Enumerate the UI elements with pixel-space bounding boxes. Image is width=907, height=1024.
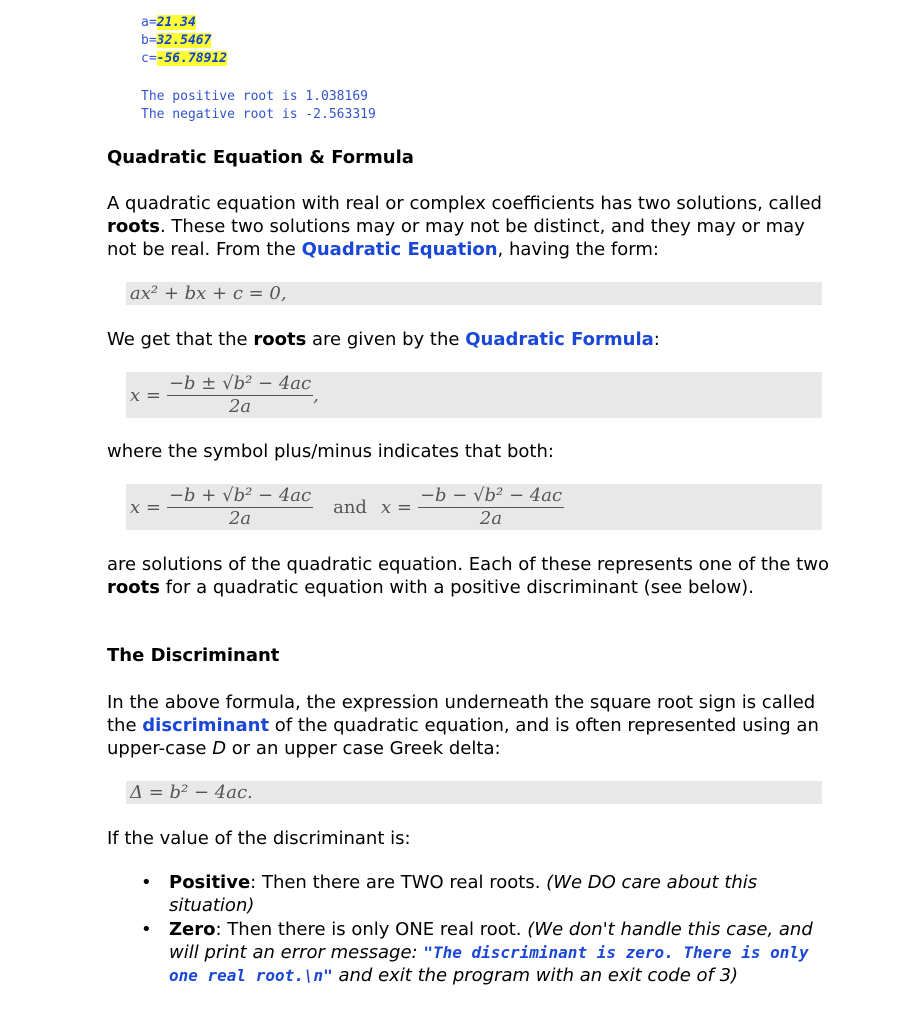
- paragraph-discriminant: In the above formula, the expression underneath the square root sign is called the discriminant of the quadratic equation, and is often represented using an upper-case D or an upper case Greek delta:: [107, 692, 819, 759]
- bullet-icon: •: [141, 872, 152, 893]
- delta-equation: Δ = b² − 4ac.: [126, 781, 822, 804]
- minus-root-fraction: $\frac{\text{−b − √b² − 4ac}}{2a}$: [419, 484, 563, 529]
- both-roots-formula: x = $\frac{\text{−b + √b² − 4ac}}{2a}$ and x = $\frac{\text{−b − √b² − 4ac}}{2a}$: [126, 484, 822, 530]
- heading-quadratic: Quadratic Equation & Formula: [107, 147, 414, 168]
- paragraph-intro: A quadratic equation with real or complex coefficients has two solutions, called roots. These two solutions may or may not be distinct, and they may or may not be real. From the Quadratic Equation, having the form:: [107, 193, 822, 260]
- link-quadratic-equation[interactable]: Quadratic Equation: [301, 239, 498, 260]
- paragraph-solutions: are solutions of the quadratic equation. Each of these represents one of the two roots for a quadratic equation with a positive discriminant (see below).: [107, 554, 829, 598]
- link-discriminant[interactable]: discriminant: [142, 715, 270, 736]
- link-quadratic-formula[interactable]: Quadratic Formula: [465, 329, 654, 350]
- input-a: a=21.34: [141, 15, 196, 30]
- cases-list: [107, 871, 837, 988]
- section-discriminant: [107, 645, 837, 667]
- program-output: [141, 14, 227, 68]
- paragraph-formula: We get that the roots are given by the Quadratic Formula:: [107, 329, 660, 350]
- error-message-code: "The discriminant is zero. There is only one real root.\n": [169, 943, 809, 985]
- heading-discriminant: The Discriminant: [107, 645, 280, 666]
- input-c: c=-56.78912: [141, 51, 228, 66]
- negative-root-line: The negative root is -2.563319: [141, 107, 376, 122]
- input-b: b=32.5467: [141, 33, 212, 48]
- program-result: [141, 88, 376, 124]
- list-item: • Positive: Then there are TWO real roots. (We DO care about this situation): [141, 872, 758, 916]
- bullet-icon: •: [141, 919, 152, 940]
- paragraph-cases: If the value of the discriminant is:: [107, 828, 411, 849]
- list-item: • Zero: Then there is only ONE real root. (We don't handle this case, and will print an error message: "The discriminant is zero. There is only one real root.\n" and exit the program with an exit code of 3): [141, 919, 813, 986]
- plus-root-fraction: $\frac{\text{−b + √b² − 4ac}}{2a}$: [168, 484, 312, 529]
- paragraph-both: where the symbol plus/minus indicates that both:: [107, 441, 554, 462]
- section-quadratic: [107, 147, 837, 169]
- equation-form: ax² + bx + c = 0,: [126, 282, 822, 305]
- formula-fraction: $\frac{\text{−b ± √b² − 4ac}}{2a}$: [168, 372, 312, 417]
- quadratic-formula: x = $\frac{\text{−b ± √b² − 4ac}}{2a}$ ,: [126, 372, 822, 418]
- positive-root-line: The positive root is 1.038169: [141, 89, 368, 104]
